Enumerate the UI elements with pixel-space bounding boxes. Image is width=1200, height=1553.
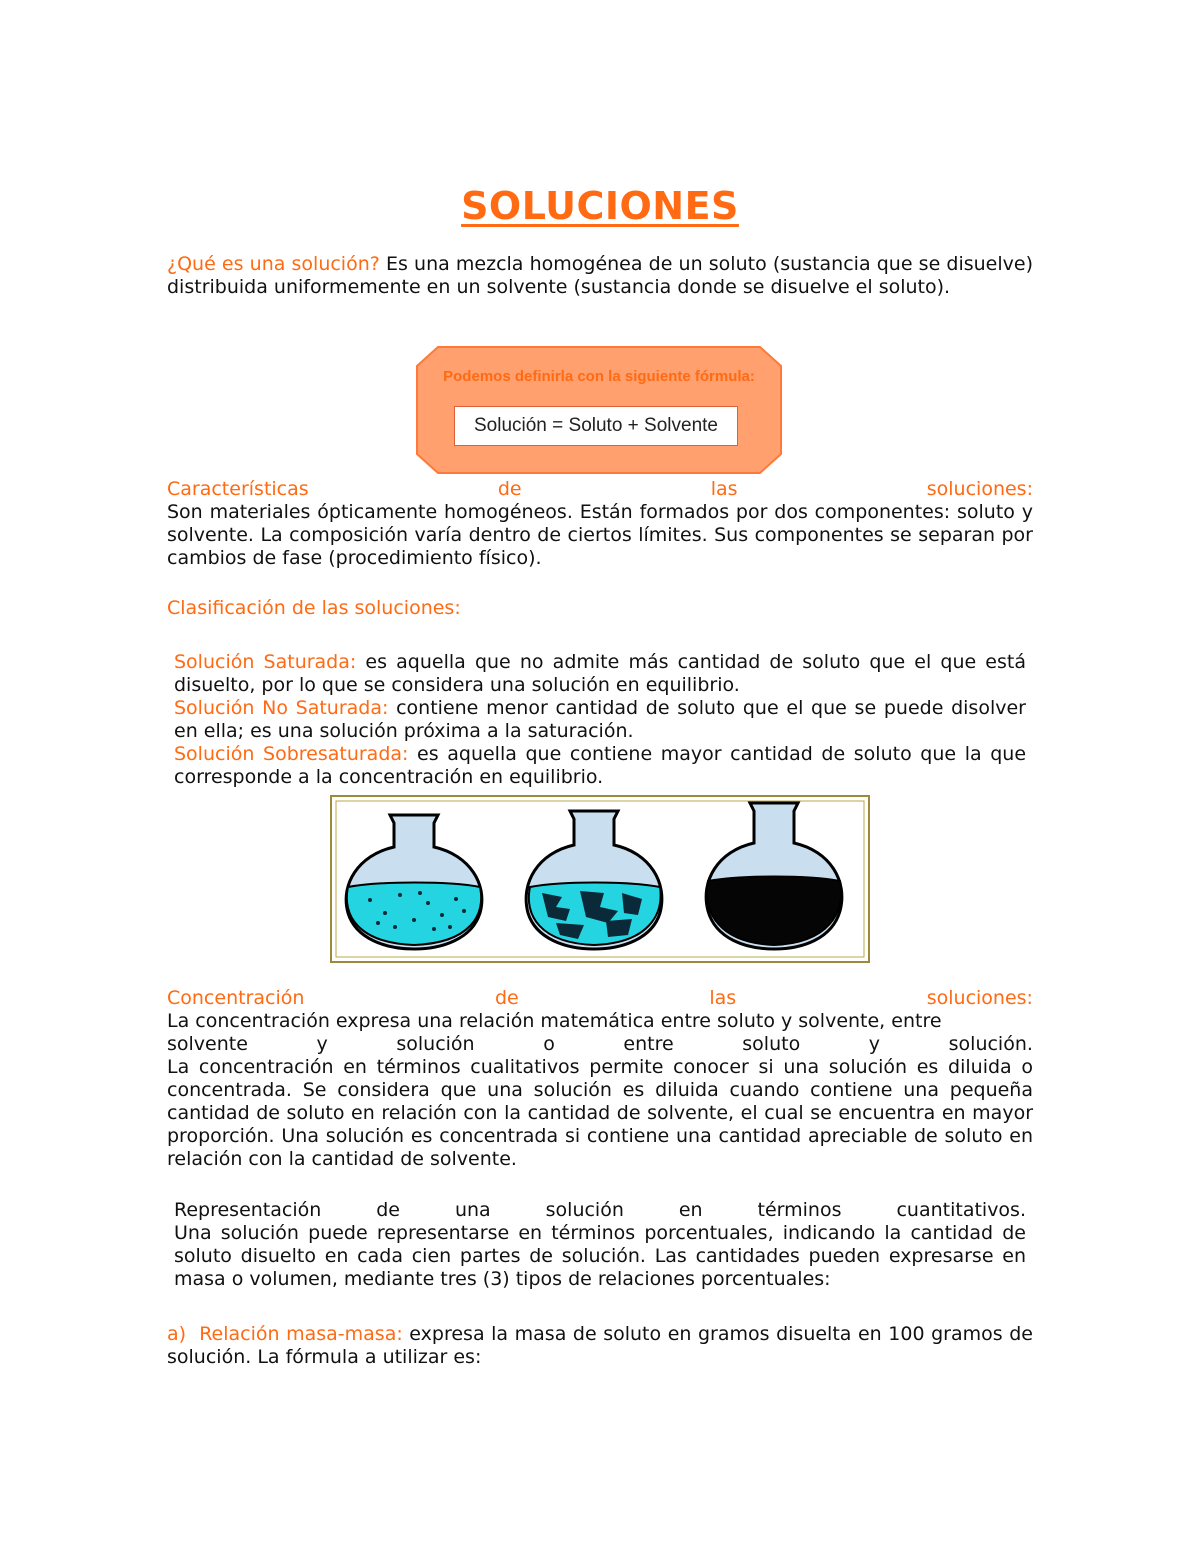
representation-heading: [174, 1199, 1026, 1222]
formula-box: [416, 346, 782, 474]
word: y: [316, 1033, 328, 1055]
item-a: [167, 1323, 1033, 1369]
item-a-marker: a): [167, 1323, 187, 1345]
intro-text: Es una mezcla homogénea de un soluto (sustancia que se disuelve) distribuida uniformemente en un solvente (sustancia donde se disuelve el soluto).: [167, 253, 1033, 298]
heading-word: las: [710, 478, 738, 500]
heading-word: de: [495, 987, 519, 1009]
saturada-label: Solución Saturada:: [174, 651, 357, 673]
word: solvente: [167, 1033, 248, 1055]
concentration-line-1: La concentración expresa una relación matemática entre soluto y solvente, entre: [167, 1010, 942, 1032]
representation-text: Una solución puede representarse en términos porcentuales, indicando la cantidad de soluto disuelto en cada cien partes de solución. Las cantidades pueden expresarse en masa o volumen, mediante tres (3) tipos de relaciones porcentuales:: [174, 1222, 1026, 1290]
characteristics-heading: [167, 478, 1033, 501]
word: de: [376, 1199, 400, 1221]
flasks-illustration: [330, 795, 870, 963]
word: solución: [396, 1033, 475, 1055]
heading-word: soluciones:: [926, 987, 1033, 1009]
word: o: [543, 1033, 555, 1055]
word: en: [678, 1199, 703, 1221]
item-a-label: Relación masa-masa:: [199, 1323, 403, 1345]
page-title: SOLUCIONES: [461, 184, 739, 228]
word: entre: [623, 1033, 674, 1055]
concentration-heading: [167, 987, 1033, 1010]
no-saturada-label: Solución No Saturada:: [174, 697, 389, 719]
flasks-image: [330, 795, 870, 963]
characteristics-text: Son materiales ópticamente homogéneos. Están formados por dos componentes: soluto y solvente. La composición varía dentro de ciertos límites. Sus componentes se separan por cambios de fase (procedimiento físico).: [167, 501, 1033, 569]
word: términos: [757, 1199, 842, 1221]
characteristics-section: [167, 478, 1033, 570]
heading-word: las: [709, 987, 737, 1009]
intro-paragraph: [167, 253, 1033, 299]
formula-equation: Solución = Soluto + Solvente: [454, 406, 738, 446]
concentration-section: [167, 987, 1033, 1171]
sobresaturada-label: Solución Sobresaturada:: [174, 743, 409, 765]
heading-word: de: [497, 478, 522, 500]
classification-heading: Clasificación de las soluciones:: [167, 597, 461, 619]
heading-word: Concentración: [167, 987, 305, 1009]
saturada-text: es aquella que no admite más cantidad de soluto que el que está disuelto, por lo que se considera una solución en equilibrio.: [174, 651, 1026, 696]
word: solución: [545, 1199, 624, 1221]
item-a-text: expresa la masa de soluto en gramos disuelta en 100 gramos de solución. La fórmula a utilizar es:: [167, 1323, 1033, 1368]
sobresaturada-text: es aquella que contiene mayor cantidad de soluto que la que corresponde a la concentración en equilibrio.: [174, 743, 1027, 788]
word: soluto: [742, 1033, 801, 1055]
classification-list: [174, 651, 1026, 789]
word: Representación: [174, 1199, 322, 1221]
word: cuantitativos.: [896, 1199, 1026, 1221]
word: una: [454, 1199, 491, 1221]
intro-question: ¿Qué es una solución?: [167, 253, 380, 275]
word: y: [868, 1033, 881, 1055]
concentration-text: La concentración en términos cualitativos permite conocer si una solución es diluida o concentrada. Se considera que una solución es diluida cuando contiene una pequeña cantidad de soluto en relación con la cantidad de solvente, el cual se encuentra en mayor proporción. Una solución es concentrada si contiene una cantidad apreciable de soluto en relación con la cantidad de solvente.: [167, 1056, 1033, 1170]
heading-word: Características: [167, 478, 309, 500]
word: solución.: [948, 1033, 1033, 1055]
formula-heading: Podemos definirla con la siguiente fórmula:: [443, 368, 755, 385]
concentration-line-2: [167, 1033, 1033, 1056]
heading-word: soluciones:: [926, 478, 1033, 500]
no-saturada-text: contiene menor cantidad de soluto que el que se puede disolver en ella; es una solución próxima a la saturación.: [174, 697, 1026, 742]
representation-section: [174, 1199, 1026, 1291]
